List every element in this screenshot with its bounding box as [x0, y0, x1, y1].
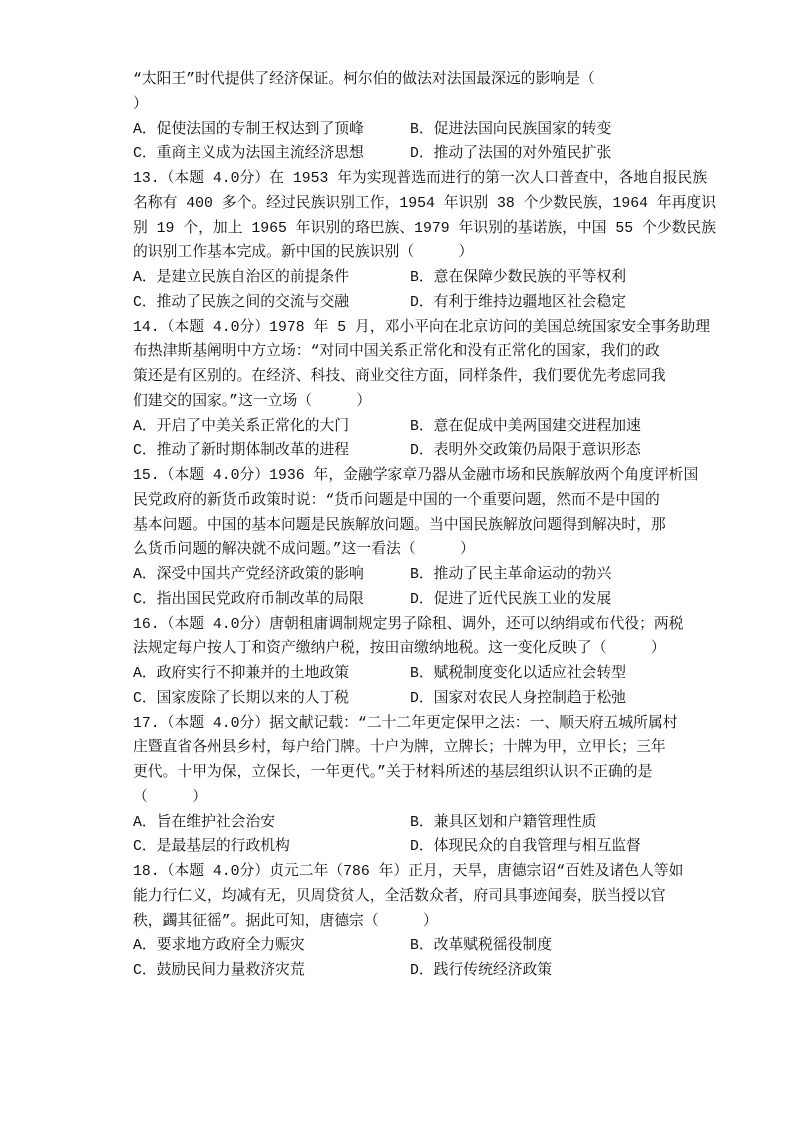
stem-line: 布热津斯基阐明中方立场：“对同中国关系正常化和没有正常化的国家，我们的政	[133, 344, 660, 361]
option-d: D．促进了近代民族工业的发展	[410, 591, 612, 608]
options-row	[133, 835, 733, 860]
option-b: B．赋税制度变化以适应社会转型	[410, 666, 627, 682]
stem-line: 名称有 400 多个。经过民族识别工作，1954 年识别 38 个少数民族，1964 年再度识	[133, 195, 717, 212]
option-a: A．旨在维护社会治安	[133, 814, 276, 831]
stem-line: 15.（本题 4.0分）1936 年，金融学家章乃器从金融市场和民族解放两个角度评析国	[133, 468, 699, 484]
question-14	[133, 316, 733, 465]
stem-line: 策还是有区别的。在经济、科技、商业交往方面，同样条件，我们要优先考虑同我	[133, 369, 666, 385]
options-row	[133, 959, 733, 984]
option-a: A．是建立民族自治区的前提条件	[133, 270, 350, 286]
stem-line: 么货币问题的解决就不成问题。”这一看法（ ）	[133, 542, 475, 559]
option-b: B．推动了民主革命运动的勃兴	[410, 567, 612, 583]
stem-line: 基本问题。中国的基本问题是民族解放问题。当中国民族解放问题得到解决时，那	[133, 517, 666, 534]
option-b: B．兼具区划和户籍管理性质	[410, 814, 597, 831]
stem-line: 更代。十甲为保，立保长，一年更代。”关于材料所述的基层组织认识不正确的是	[133, 765, 653, 781]
question-13	[133, 167, 733, 316]
stem-line: 民党政府的新货币政策时说：“货币问题是中国的一个重要问题，然而不是中国的	[133, 492, 660, 509]
options-row	[133, 811, 733, 836]
options-row	[133, 934, 733, 959]
option-b: B．意在促成中美两国建交进程加速	[410, 418, 641, 435]
option-b: B．改革赋税徭役制度	[410, 938, 553, 955]
options-row	[133, 142, 733, 167]
option-c: C．鼓励民间力量救济灾荒	[133, 963, 305, 979]
stem-line: ）	[133, 96, 148, 113]
option-d: D．表明外交政策仍局限于意识形态	[410, 443, 641, 460]
stem-line: 17.（本题 4.0分）据文献记载：“二十二年更定保甲之法：一、顺天府五城所属村	[133, 715, 678, 732]
option-a: A．开启了中美关系正常化的大门	[133, 418, 350, 435]
option-b: B．意在保障少数民族的平等权利	[410, 270, 627, 286]
stem-line: 14.（本题 4.0分）1978 年 5 月，邓小平向在北京访问的美国总统国家安全事务助理	[133, 319, 711, 336]
question-18	[133, 860, 733, 984]
option-b: B．促进法国向民族国家的转变	[410, 121, 612, 138]
option-a: A．政府实行不抑兼并的土地政策	[133, 666, 350, 682]
option-a: A．促使法国的专制王权达到了顶峰	[133, 121, 364, 138]
answer-blank: （ ）	[133, 789, 207, 806]
option-c: C．指出国民党政府币制改革的局限	[133, 591, 364, 608]
options-row	[133, 291, 733, 316]
options-row	[133, 588, 733, 613]
option-d: D．体现民众的自我管理与相互监督	[410, 839, 641, 856]
option-a: A．要求地方政府全力赈灾	[133, 938, 305, 955]
option-c: C．是最基层的行政机构	[133, 839, 290, 856]
options-row	[133, 415, 733, 440]
option-d: D．践行传统经济政策	[410, 963, 553, 979]
options-row	[133, 118, 733, 143]
stem-line: 别 19 个，加上 1965 年识别的珞巴族、1979 年识别的基诺族，中国 55 个少数民族	[133, 220, 717, 237]
option-a: A．深受中国共产党经济政策的影响	[133, 567, 364, 583]
option-d: D．有利于维持边疆地区社会稳定	[410, 294, 627, 311]
option-c: C．推动了民族之间的交流与交融	[133, 294, 350, 311]
option-d: D．推动了法国的对外殖民扩张	[410, 146, 612, 163]
options-row	[133, 266, 733, 291]
stem-line: 13.（本题 4.0分）在 1953 年为实现普选而进行的第一次人口普查中，各地自报民族	[133, 171, 708, 187]
question-16	[133, 613, 733, 712]
question-12-continued	[133, 68, 733, 167]
question-17	[133, 712, 733, 861]
question-15	[133, 464, 733, 613]
option-c: C．国家废除了长期以来的人丁税	[133, 690, 350, 707]
stem-line: 16.（本题 4.0分）唐朝租庸调制规定男子除租、调外，还可以纳绢或布代役；两税	[133, 616, 684, 633]
stem-line: 能力行仁义，均减有无，贝周贷贫人，全活数众者，府司具事迹闻奏，朕当授以官	[133, 888, 666, 905]
stem-line: 法规定每户按人丁和资产缴纳户税，按田亩缴纳地税。这一变化反映了（ ）	[133, 641, 666, 658]
options-row	[133, 439, 733, 464]
options-row	[133, 662, 733, 687]
option-c: C．推动了新时期体制改革的进程	[133, 443, 350, 460]
options-row	[133, 687, 733, 712]
options-row	[133, 563, 733, 588]
stem-line: 庄暨直省各州县乡村，每户给门牌。十户为牌，立牌长；十牌为甲，立甲长；三年	[133, 740, 666, 757]
question-list	[133, 68, 733, 984]
option-d: D．国家对农民人身控制趋于松弛	[410, 690, 627, 707]
stem-line: 们建交的国家。”这一立场（ ）	[133, 393, 372, 410]
stem-line: 的识别工作基本完成。新中国的民族识别（ ）	[133, 245, 474, 262]
option-c: C．重商主义成为法国主流经济思想	[133, 146, 364, 163]
stem-line: “太阳王”时代提供了经济保证。柯尔伯的做法对法国最深远的影响是（	[133, 72, 595, 88]
stem-line: 18.（本题 4.0分）贞元二年（786 年）正月，天旱，唐德宗诏“百姓及诸色人等如	[133, 864, 684, 880]
stem-line: 秩，蠲其征徭”。据此可知，唐德宗（ ）	[133, 913, 438, 930]
